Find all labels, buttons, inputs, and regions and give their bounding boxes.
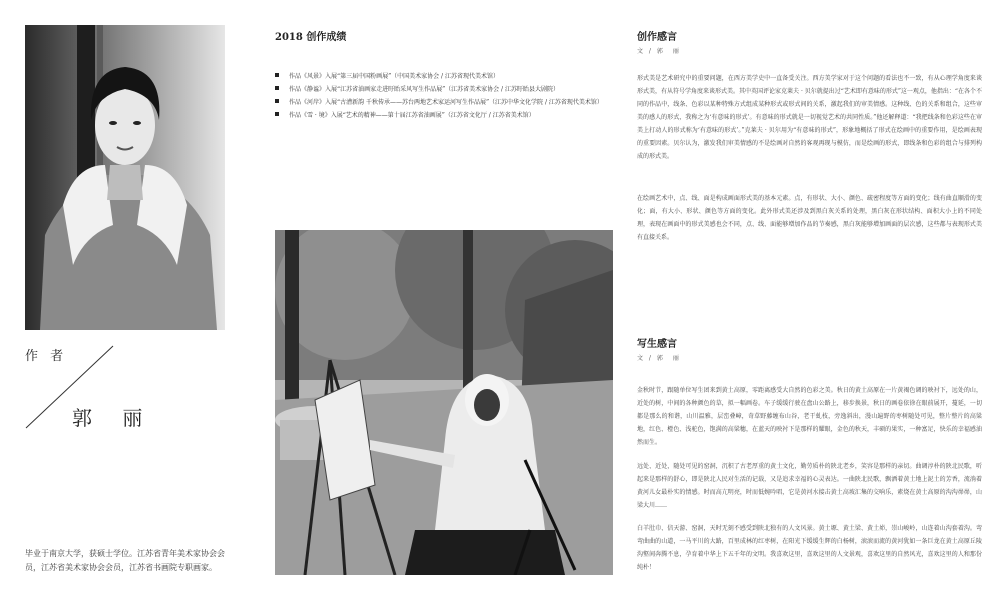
bullet-square-icon bbox=[275, 112, 279, 116]
creation-notes-byline: 文 / 郭 丽 bbox=[637, 48, 681, 55]
author-portrait bbox=[25, 25, 225, 330]
creation-notes-paragraph: 在绘画艺术中，点、线、面是构成画面形式美的基本元素。点，有形状、大小、颜色、疏密程度等方面的变化；线有曲直顺滑的变化；面，有大小、形状、颜色等方面的变化。此外形式美还涉及到黑白灰关系的处理，黑白灰在形状结构、面积大小上的不同处理，表现在画面中的形式美感也会不同，点、线、面能够增加作品的节奏感，黑白灰能够增加画面的层次感，这些都与表现形式美有直接关系。 bbox=[637, 195, 982, 241]
achievements-list bbox=[275, 70, 615, 122]
author-name: 郭 丽 bbox=[72, 406, 155, 430]
list-item: 作品《风景》入展“第三届中国粉画展”（中国美术家协会 / 江苏省现代美术馆） bbox=[275, 70, 615, 83]
plein-air-photo bbox=[275, 230, 613, 575]
sketch-notes-title: 写生感言 bbox=[637, 339, 677, 350]
bullet-square-icon bbox=[275, 73, 279, 77]
list-item: 作品《雪 · 境》入展“艺术的精神——第十届江苏省油画展”（江苏省文化厅 / 江苏省美术馆） bbox=[275, 109, 615, 122]
bullet-square-icon bbox=[275, 99, 279, 103]
author-bio: 毕业于南京大学，获硕士学位。江苏省青年美术家协会会员，江苏省美术家协会会员，江苏省书画院专职画家。 bbox=[25, 549, 225, 572]
sketch-notes-paragraph: 远处、近处，随处可见的窑洞，沉积了古老厚重的黄土文化，勤劳质朴的陕北老乡，笑容是那样的亲切。曲调淳朴的陕北民歌，听起来是那样的舒心，即是陕北人民对生活的记载，又是追求幸福的心灵表达。一曲陕北民歌，飘洒着黄土地上泥土的芳香，流淌着黄河儿女最朴实的情感。时而高亢明亮，时而低婉吟唱，它是黄河水接击黄土高坡汇集的交响乐，素烧在黄土高原的沟沟峁峁，山梁大川…… bbox=[637, 463, 982, 509]
list-item: 作品《静谧》入展“江苏省油画家走进盱眙采风写生作品展”（江苏省美术家协会 / 江苏盱眙县大剧院） bbox=[275, 83, 615, 96]
sketch-notes-byline: 文 / 郭 丽 bbox=[637, 355, 681, 362]
sketch-notes-paragraph: 白羊肚巾、信天游、窑洞，天时无刻不感受到陕北独有的人文风景。黄土塬、黄土梁、黄土峁，崇山峻岭，山连着山沟套着沟。弯弯曲曲的山道，一马平川的大路，百里成林的红枣树，在阳光下缓缓生辉的白杨树，滚滚而流的黄河犹如一条巨龙在黄土高原丘陵沟壑间奔腾不息，孕育着中华上下五千年的文明。我喜欢这里，喜欢这里的人文景观，喜欢这里的自然风光，喜欢这里的人和那份纯朴！ bbox=[637, 525, 982, 571]
list-item: 作品《河岸》入展“古漕新韵 千秋传承——苏台两地艺术家运河写生作品展”（江苏中华文化学院 / 江苏省现代美术馆） bbox=[275, 96, 615, 109]
author-label: 作 者 bbox=[25, 349, 68, 364]
creation-notes-paragraph: 形式美是艺术研究中的重要问题，在西方美学史中一直备受关注。西方美学家对于这个问题的看法也不一致，有从心理学角度来谈形式美，有从符号学角度来谈形式美。其中英国评论家克莱夫 · 贝尔就提出过“艺术即有意味的形式”这一观点，他指出：“在各个不同的作品中，线条、色彩以某种特殊方式组成某种形式或形式间的关系，激起我们的审美情感。这种线、色的关系和组合，这些审美的感人的形式，我称之为‘有意味的形式’。有意味的形式就是一切视觉艺术的共同性质。”他还解释道：“我把线条和色彩这些在审美上打动人的形式称为‘有意味的形式’。”克莱夫 · 贝尔用为“有意味的形式”，形象地概括了形式在绘画中的重要作用，是绘画表现的重要因素。贝尔认为，激发我们审美情感的不是绘画对自然的客观再现与模仿，而是绘画的形式，即线条和色彩的组合与排列构成的形式美。 bbox=[637, 75, 982, 160]
sketch-notes-paragraph: 金秋时节，跟随单位写生团来到黄土高原，零距离感受大自然的色彩之美。秋日的黄土高原在一片黄褐色调的映衬下，远处的山，近处的树，中间的各种颜色的草，拟一幅画卷。车子缓缓行驶在盘山公路上，移步换景，秋日的画卷依徐在眼前展开，蔓延，一切都是那么的和谐，山川温雅，层峦叠嶂，奇草野藤缠布山谷，老干虬枝，旁逸斜出，漫山遍野的枣树随处可见，整片整片的高粱地，红色、橙色、浅驼色，饱满的高粱穗，在蓝天的映衬下是那样的耀眼，金色的秋天，丰硕的果实，一种富足，快乐的幸福感油然而生。 bbox=[637, 387, 982, 446]
photo-illustration bbox=[275, 230, 613, 575]
creation-notes-title: 创作感言 bbox=[637, 32, 677, 43]
bullet-square-icon bbox=[275, 86, 279, 90]
portrait-illustration bbox=[25, 25, 225, 330]
achievements-title: 2018 创作成绩 bbox=[275, 32, 347, 43]
